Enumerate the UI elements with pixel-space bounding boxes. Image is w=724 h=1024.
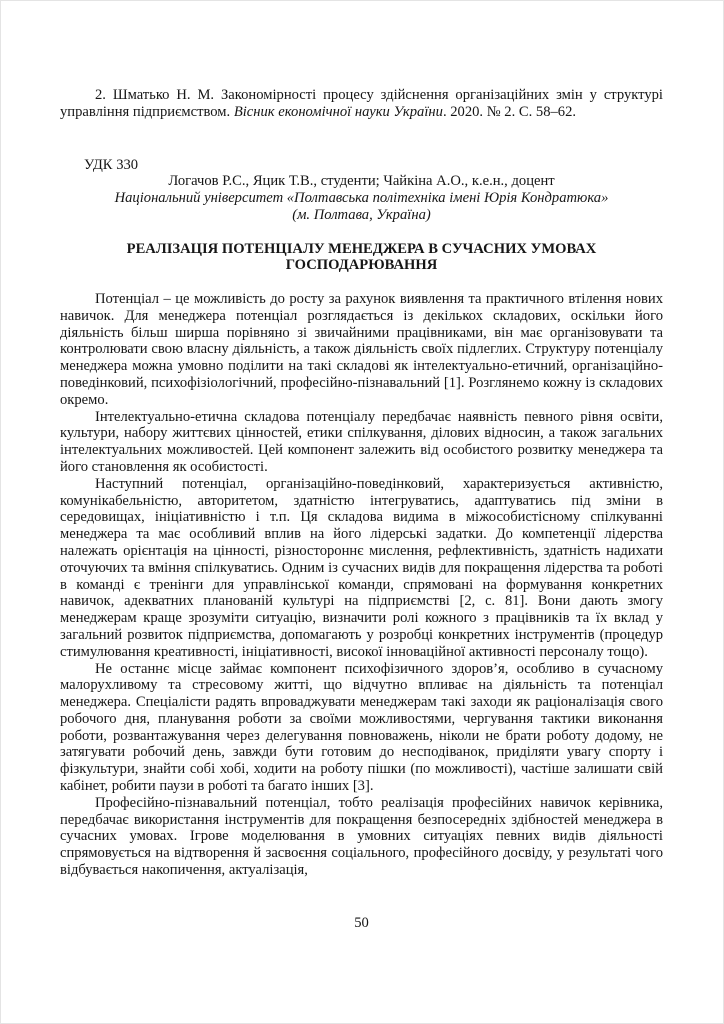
reference-text-suffix: . 2020. № 2. С. 58–62. bbox=[442, 103, 577, 120]
page-number: 50 bbox=[354, 914, 369, 931]
affiliation-line: Національний університет «Полтавська політехніка імені Юрія Кондратюка» bbox=[114, 190, 609, 207]
body-paragraph-2: Інтелектуально-етична складова потенціалу передбачає наявність певного рівня освіти, культури, набору життєвих цінностей, етики спілкування, ділових відносин, а також загальних інтелектуальних можливостей. Цей компонент залежить від особистого розвитку менеджера та його становлення як особистості. bbox=[60, 408, 663, 475]
body-paragraph-4: Не останнє місце займає компонент психофізичного здоров’я, особливо в сучасному малорухливому та стресовому житті, що відчутно впливає на діяльність та потенціал менеджера. Спеціалісти радять впроваджувати менеджерам такі заходи як раціоналізація свого робочого дня, планування роботи за своїми можливостями, чергування тактики виконання роботи, розвантажування через делегування повноважень, ніколи не брати роботу додому, не затягувати робочий день, завжди бути готовим до несподіванок, приділяти увагу спорту і фізкультури, знайти собі хобі, ходити на роботу пішки (по можливості), частіше залишати свій кабінет, робити паузи в роботі та багато інших [3]. bbox=[60, 660, 663, 795]
location-line: (м. Полтава, Україна) bbox=[292, 206, 431, 223]
reference-text-prefix: 2. Шматько Н. М. Закономірності процесу здійснення організаційних змін у структурі управління підприємством. bbox=[60, 87, 663, 120]
article-title: РЕАЛІЗАЦІЯ ПОТЕНЦІАЛУ МЕНЕДЖЕРА В СУЧАСНИХ УМОВАХ ГОСПОДАРЮВАННЯ bbox=[126, 240, 597, 274]
body-paragraph-3: Наступний потенціал, організаційно-поведінковий, характеризується активністю, комунікабельністю, авторитетом, здатністю інтегруватись, адаптуватись під зміни в середовищах, ініціативністю і т.п. Ця складова видима в міжособистісному спілкуванні менеджера та має особливий вплив на його лідерські задатки. До компетенції лідерства належать орієнтація на цінності, різностороннє мислення, рефлективність, здатність надихати оточуючих та вміння спілкуватись. Одним із сучасних видів для покращення лідерства та роботі в команді є тренінги для управлінської команди, спрямовані на формування конкретних навичок, адекватних планованій культурі на підприємстві [2, с. 81]. Вони дають змогу менеджерам краще зрозуміти ситуацію, визначити ролі кожного з працівників та їх вклад у загальний розвиток підприємства, допомагають у розробці конкретних інструментів (процедур стимулювання креативності, ініціативності, високої інноваційної активності персоналу тощо). bbox=[60, 475, 663, 660]
udc-code: УДК 330 bbox=[84, 156, 139, 173]
reference-entry bbox=[60, 87, 663, 121]
body-paragraph-5: Професійно-пізнавальний потенціал, тобто реалізація професійних навичок керівника, передбачає використання інструментів для покращення безпосередніх здібностей менеджера в сучасних умовах. Ігрове моделювання в умовних ситуаціях певних видів діяльності спрямовується на відтворення й засвоєння соціального, професійного досвіду, у результаті чого відбувається накопичення, актуалізація, bbox=[60, 794, 663, 879]
reference-journal-title: Вісник економічної науки України bbox=[233, 103, 443, 120]
authors-line: Логачов Р.С., Яцик Т.В., студенти; Чайкіна А.О., к.е.н., доцент bbox=[168, 173, 555, 190]
page-footer bbox=[60, 915, 663, 932]
body-paragraph-1: Потенціал – це можливість до росту за рахунок виявлення та практичного втілення нових навичок. Для менеджера потенціал розглядається із декількох складових, оскільки його діяльність більш ширша порівняно зі звичайними працівниками, він має організовувати та контролювати свою власну діяльність, а також діяльність своїх підлеглих. Структуру потенціалу менеджера можна умовно поділити на такі складові як інтелектуально-етичний, організаційно-поведінковий, психофізіологічний, професійно-пізнавальний [1]. Розглянемо кожну із складових окремо. bbox=[60, 290, 663, 408]
